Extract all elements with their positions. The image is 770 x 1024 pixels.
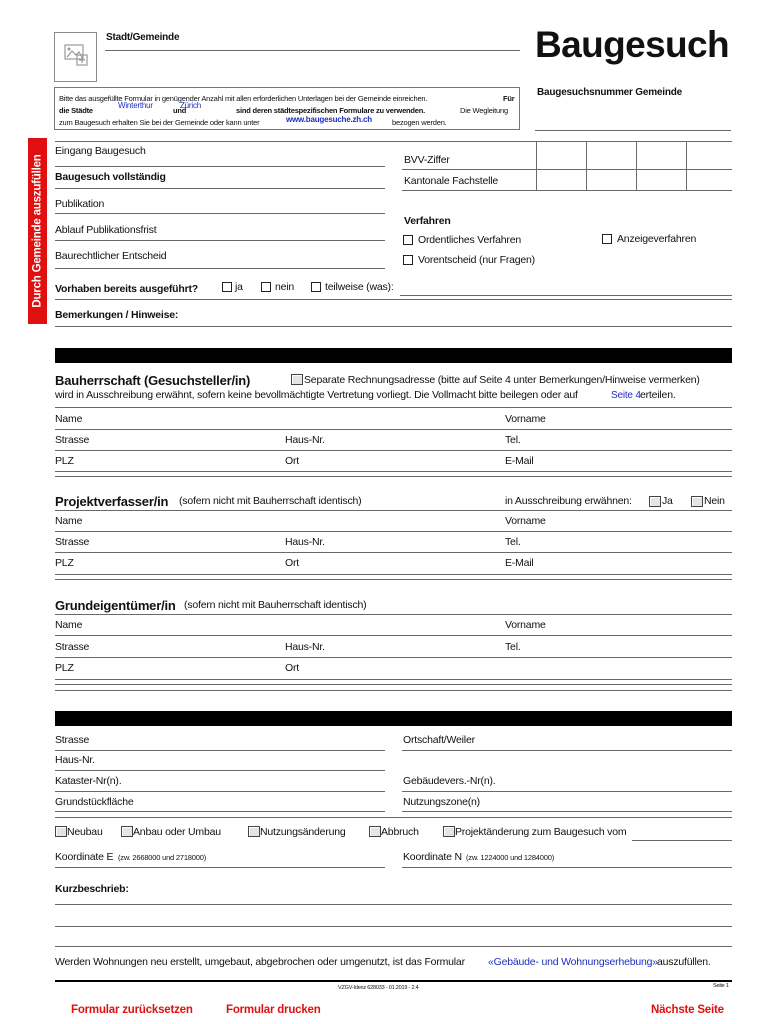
koord-n-field[interactable] — [402, 867, 732, 868]
baugesuchsnummer-label: Baugesuchsnummer Gemeinde — [537, 87, 683, 98]
pv-erwaehnen-nein-label: Nein — [704, 495, 725, 507]
anzeige-checkbox[interactable] — [602, 234, 612, 244]
pv-erwaehnen-ja-label: Ja — [662, 495, 673, 507]
projektaenderung-checkbox[interactable] — [443, 826, 455, 837]
info-text-line2-bold: sind deren städtespezifischen Formulare zu verwenden. — [236, 106, 426, 115]
info-text-line1: Bitte das ausgefüllte Formular in genügender Anzahl mit allen erforderlichen Unterlagen bei der Gemeinde einreichen. — [59, 94, 428, 103]
ge-name-label: Name — [55, 619, 83, 631]
bh-name-label: Name — [55, 413, 83, 425]
bauherrschaft-info: wird in Ausschreibung erwähnt, sofern keine bevollmächtigte Vertretung vorliegt. Die Vollmacht bitte beilegen oder auf — [55, 389, 578, 401]
publikation-label: Publikation — [55, 198, 105, 210]
reset-form-button[interactable]: Formular zurücksetzen — [71, 1004, 193, 1016]
pv-strasse-field[interactable] — [55, 552, 732, 553]
info-city-zuerich[interactable]: Zürich — [180, 101, 202, 110]
bh-ort-label: Ort — [285, 455, 299, 467]
gemeinde-side-label: Durch Gemeinde auszufüllen — [31, 154, 44, 308]
anbau-checkbox[interactable] — [121, 826, 133, 837]
kurzbeschrieb-label: Kurzbeschrieb: — [55, 883, 129, 895]
wohnungen-text-end: auszufüllen. — [657, 956, 711, 968]
separate-rechnung-label: Separate Rechnungsadresse (bitte auf Seite 4 unter Bemerkungen/Hinweise vermerken) — [304, 374, 700, 386]
info-text-line2-start: die Städte — [59, 106, 93, 115]
ordentlich-label: Ordentliches Verfahren — [418, 234, 521, 246]
abbruch-label: Abbruch — [381, 826, 419, 838]
neubau-checkbox[interactable] — [55, 826, 67, 837]
info-text-line2-end: Die Wegleitung — [460, 106, 508, 115]
bh-name-field[interactable] — [55, 429, 732, 430]
gs-flaeche-label: Grundstückfläche — [55, 796, 134, 808]
info-und: und — [173, 106, 187, 115]
image-icon — [55, 33, 96, 81]
baurecht-label: Baurechtlicher Entscheid — [55, 250, 167, 262]
pv-tel-label: Tel. — [505, 536, 521, 548]
pv-name-field[interactable] — [55, 531, 732, 532]
projektverfasser-title: Projektverfasser/in — [55, 494, 169, 509]
gs-zone-label: Nutzungszone(n) — [403, 796, 480, 808]
grundeigentuemer-subtitle: (sofern nicht mit Bauherrschaft identisch) — [184, 599, 367, 611]
pv-email-label: E-Mail — [505, 557, 534, 569]
bh-tel-label: Tel. — [505, 434, 521, 446]
anbau-label: Anbau oder Umbau — [133, 826, 221, 838]
ausgefuehrt-ja-label: ja — [235, 281, 243, 293]
bvv-label: BVV-Ziffer — [404, 154, 450, 166]
gs-strasse-field[interactable] — [55, 750, 385, 751]
gs-ortschaft-field[interactable] — [402, 750, 732, 751]
vorentscheid-checkbox[interactable] — [403, 255, 413, 265]
bauherrschaft-info-end: erteilen. — [640, 389, 676, 401]
teilweise-field[interactable] — [400, 295, 732, 296]
page-number: Seite 1 — [713, 983, 729, 989]
abbruch-checkbox[interactable] — [369, 826, 381, 837]
pv-name-label: Name — [55, 515, 83, 527]
bemerkungen-label: Bemerkungen / Hinweise: — [55, 309, 179, 321]
ge-hausnr-label: Haus-Nr. — [285, 641, 325, 653]
pv-hausnr-label: Haus-Nr. — [285, 536, 325, 548]
anzeige-label: Anzeigeverfahren — [617, 233, 697, 245]
bh-hausnr-label: Haus-Nr. — [285, 434, 325, 446]
bh-plz-field[interactable] — [55, 471, 732, 472]
ausgefuehrt-label: Vorhaben bereits ausgeführt? — [55, 283, 198, 295]
gs-ortschaft-label: Ortschaft/Weiler — [403, 734, 475, 746]
projektaenderung-field[interactable] — [632, 840, 732, 841]
eingang-label: Eingang Baugesuch — [55, 145, 146, 157]
vollstaendig-label: Baugesuch vollständig — [55, 171, 166, 183]
info-text-line3: zum Baugesuch erhalten Sie bei der Gemeinde oder kann unter — [59, 118, 260, 127]
vorentscheid-label: Vorentscheid (nur Fragen) — [418, 254, 535, 266]
pv-vorname-label: Vorname — [505, 515, 546, 527]
stadt-label: Stadt/Gemeinde — [106, 32, 180, 43]
gs-flaeche-field[interactable] — [55, 811, 385, 812]
info-text-line3-end: bezogen werden. — [392, 118, 447, 127]
koord-e-field[interactable] — [55, 867, 385, 868]
section-bar-grundstueck — [55, 711, 732, 726]
bh-strasse-field[interactable] — [55, 450, 732, 451]
gs-gebaeude-label: Gebäudevers.-Nr(n). — [403, 775, 496, 787]
verfahren-label: Verfahren — [404, 215, 451, 227]
info-city-winterthur[interactable]: Winterthur — [118, 101, 153, 110]
neubau-label: Neubau — [67, 826, 103, 838]
gs-strasse-label: Strasse — [55, 734, 90, 746]
kurzbeschrieb-field-3[interactable] — [55, 946, 732, 947]
koord-e-hint: (zw. 2668000 und 2718000) — [118, 853, 206, 862]
section-bar-bauherrschaft — [55, 348, 732, 363]
footer-rule — [55, 980, 732, 982]
koord-n-hint: (zw. 1224000 und 1284000) — [466, 853, 554, 862]
logo-placeholder[interactable] — [54, 32, 97, 82]
kurzbeschrieb-field-1[interactable] — [55, 904, 732, 905]
gs-kataster-field[interactable] — [55, 791, 385, 792]
info-text-line1-bold: Für — [503, 94, 515, 103]
ausgefuehrt-ja-checkbox[interactable] — [222, 282, 232, 292]
koord-e-label: Koordinate E — [55, 851, 114, 863]
ausgefuehrt-teilweise-checkbox[interactable] — [311, 282, 321, 292]
seite4-link[interactable]: Seite 4 — [611, 390, 641, 401]
bh-vorname-label: Vorname — [505, 413, 546, 425]
gwr-link[interactable]: «Gebäude- und Wohnungserhebung» — [488, 956, 658, 968]
ge-ort-label: Ort — [285, 662, 299, 674]
grundeigentuemer-title: Grundeigentümer/in — [55, 598, 176, 613]
ausgefuehrt-teilweise-label: teilweise (was): — [325, 281, 394, 293]
ge-plz-field[interactable] — [55, 679, 732, 680]
gs-gebaeude-field[interactable] — [402, 791, 732, 792]
koord-n-label: Koordinate N — [403, 851, 462, 863]
form-code: VZGV-Idenz 628033 - 01.2019 - 2.4 — [338, 985, 419, 991]
gs-kataster-label: Kataster-Nr(n). — [55, 775, 122, 787]
pv-erwaehnen-label: in Ausschreibung erwähnen: — [505, 495, 632, 507]
ge-strasse-field[interactable] — [55, 657, 732, 658]
ge-name-field[interactable] — [55, 635, 732, 636]
page-title: Baugesuch — [535, 24, 730, 65]
ge-plz-label: PLZ — [55, 662, 74, 674]
pv-strasse-label: Strasse — [55, 536, 90, 548]
pv-erwaehnen-ja-checkbox[interactable] — [649, 496, 661, 507]
nutzung-checkbox[interactable] — [248, 826, 260, 837]
gs-hausnr-field[interactable] — [55, 770, 385, 771]
next-page-button[interactable]: Nächste Seite — [651, 1004, 724, 1016]
ordentlich-checkbox[interactable] — [403, 235, 413, 245]
bh-plz-label: PLZ — [55, 455, 74, 467]
ausgefuehrt-nein-label: nein — [275, 281, 295, 293]
bvv-grid-cells[interactable] — [537, 142, 732, 189]
stadt-field[interactable] — [105, 50, 520, 51]
wohnungen-text: Werden Wohnungen neu erstellt, umgebaut, abgebrochen oder umgenutzt, ist das Formular — [55, 956, 465, 968]
bauherrschaft-title: Bauherrschaft (Gesuchsteller/in) — [55, 373, 251, 388]
kurzbeschrieb-field-2[interactable] — [55, 926, 732, 927]
projektverfasser-subtitle: (sofern nicht mit Bauherrschaft identisch) — [179, 495, 362, 507]
print-form-button[interactable]: Formular drucken — [226, 1004, 321, 1016]
gs-hausnr-label: Haus-Nr. — [55, 754, 95, 766]
ge-tel-label: Tel. — [505, 641, 521, 653]
ge-vorname-label: Vorname — [505, 619, 546, 631]
kantonale-label: Kantonale Fachstelle — [404, 175, 499, 187]
nutzung-label: Nutzungsänderung — [260, 826, 346, 838]
baugesuchsnummer-field[interactable] — [535, 130, 731, 131]
projektaenderung-label: Projektänderung zum Baugesuch vom — [455, 826, 627, 838]
pv-plz-label: PLZ — [55, 557, 74, 569]
bh-strasse-label: Strasse — [55, 434, 90, 446]
pv-plz-field[interactable] — [55, 574, 732, 575]
pv-erwaehnen-nein-checkbox[interactable] — [691, 496, 703, 507]
bh-email-label: E-Mail — [505, 455, 534, 467]
ablauf-label: Ablauf Publikationsfrist — [55, 224, 157, 236]
ausgefuehrt-nein-checkbox[interactable] — [261, 282, 271, 292]
separate-rechnung-checkbox[interactable] — [291, 374, 303, 385]
wegleitung-link[interactable]: www.baugesuche.zh.ch — [286, 115, 372, 124]
pv-ort-label: Ort — [285, 557, 299, 569]
ge-strasse-label: Strasse — [55, 641, 90, 653]
gs-zone-field[interactable] — [402, 811, 732, 812]
